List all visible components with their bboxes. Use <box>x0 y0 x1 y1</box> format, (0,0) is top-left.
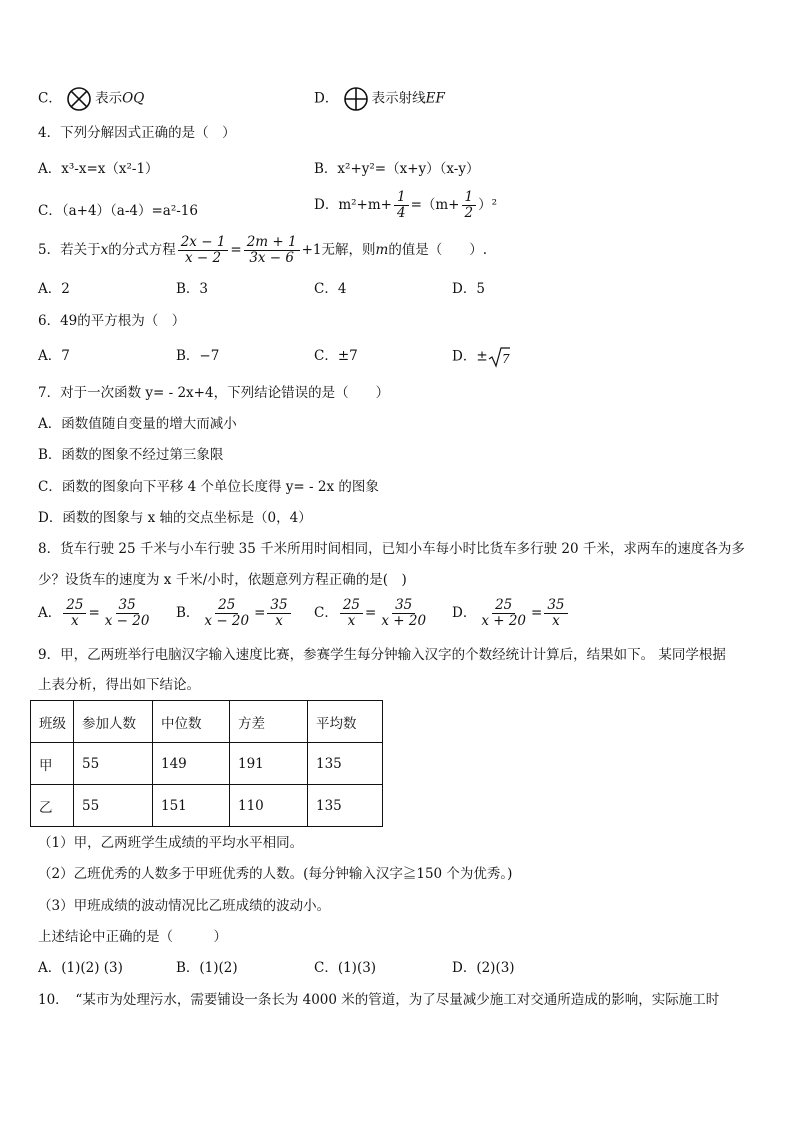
circle-x-icon <box>66 86 92 112</box>
table-row <box>31 743 383 785</box>
fraction: $\frac{35}{x + 20}$ <box>381 597 427 629</box>
q9-option-c[interactable]: C．(1)(3) <box>314 960 377 976</box>
q9-option-b[interactable]: B．(1)(2) <box>176 960 238 976</box>
table-cell: 乙 <box>31 785 74 827</box>
q9-conclusion-2: （2）乙班优秀的人数多于甲班优秀的人数。(每分钟输入汉字≧150 个为优秀。) <box>38 866 513 882</box>
q6-option-c[interactable]: C．±7 <box>314 348 358 364</box>
q9-option-d[interactable]: D．(2)(3) <box>452 960 515 976</box>
q7-stem: 7．对于一次函数 y= - 2x+4，下列结论错误的是（ ） <box>38 385 390 401</box>
fraction: $\frac{25}{x + 20}$ <box>481 597 527 629</box>
q10-stem-line1: 10． “某市为处理污水，需要铺设一条长为 4000 米的管道，为了尽量减少施工对交通所造成的影响，实际施工时 <box>38 992 720 1008</box>
table-header-cell: 班级 <box>31 701 74 743</box>
svg-text:7: 7 <box>501 352 510 366</box>
table-header-row <box>31 701 383 743</box>
fraction: $\frac{1}{2}$ <box>462 190 477 221</box>
q7-option-c[interactable]: C．函数的图象向下平移 4 个单位长度得 y= - 2x 的图象 <box>38 479 379 495</box>
table-cell: 55 <box>74 785 153 827</box>
q5-option-b[interactable]: B．3 <box>176 281 209 297</box>
q5-option-a[interactable]: A．2 <box>38 281 70 297</box>
circle-plus-icon <box>343 86 369 112</box>
q4-stem: 4．下列分解因式正确的是（ ） <box>38 125 236 141</box>
q8-option-d[interactable]: D． $\frac{25}{x + 20}$ = $\frac{35}{x}$ <box>452 598 570 629</box>
q9-stem-line1: 9．甲，乙两班举行电脑汉字输入速度比赛，参赛学生每分钟输入汉字的个数经统计计算后，结果如下。 某同学根据 <box>38 647 726 663</box>
fraction: $\frac{25}{x}$ <box>63 598 86 629</box>
table-header-cell: 中位数 <box>153 701 230 743</box>
table-header-cell: 平均数 <box>308 701 383 743</box>
q8-option-a[interactable]: A． $\frac{25}{x}$ = $\frac{35}{x - 20}$ <box>38 598 154 629</box>
q5-option-d[interactable]: D．5 <box>452 281 485 297</box>
fraction: $\frac{35}{x - 20}$ <box>104 597 150 629</box>
q4-option-b[interactable]: B．x²+y²=（x+y）（x-y） <box>314 161 480 177</box>
table-cell: 135 <box>308 785 383 827</box>
table-cell: 149 <box>153 743 230 785</box>
q7-option-a[interactable]: A．函数值随自变量的增大而减小 <box>38 416 237 432</box>
q4-option-c[interactable]: C．（a+4）（a-4）=a²-16 <box>38 203 198 219</box>
table-header-cell: 方差 <box>230 701 308 743</box>
q8-option-c[interactable]: C． $\frac{25}{x}$ = $\frac{35}{x + 20}$ <box>314 598 431 629</box>
q4-option-a[interactable]: A．x³-x=x（x²-1） <box>38 161 159 177</box>
table-cell: 151 <box>153 785 230 827</box>
q6-stem: 6．49的平方根为（ ） <box>38 313 186 329</box>
q8-stem-line1: 8．货车行驶 25 千米与小车行驶 35 千米所用时间相同，已知小车每小时比货车多行驶 20 千米，求两车的速度各为多 <box>38 541 745 557</box>
table-cell: 191 <box>230 743 308 785</box>
fraction: $\frac{2m + 1}{3x - 6}$ <box>244 235 300 266</box>
q9-conclusion-3: （3）甲班成绩的波动情况比乙班成绩的波动小。 <box>38 898 331 914</box>
q7-option-d[interactable]: D．函数的图象与 x 轴的交点坐标是（0，4） <box>38 510 312 526</box>
q8-stem-line2: 少？设货车的速度为 x 千米/小时，依题意列方程正确的是( ) <box>38 572 407 588</box>
q9-option-a[interactable]: A．(1)(2) (3) <box>38 960 123 976</box>
table-header-cell: 参加人数 <box>74 701 153 743</box>
fraction: $\frac{35}{x}$ <box>267 598 290 629</box>
score-table <box>30 700 383 827</box>
q9-question: 上述结论中正确的是（ ） <box>38 929 227 945</box>
table-cell: 110 <box>230 785 308 827</box>
table-cell: 135 <box>308 743 383 785</box>
q4-option-d[interactable]: D．m²+m+ $\frac{1}{4}$ =（m+ $\frac{1}{2}$ ）² <box>314 189 498 221</box>
table-row <box>31 785 383 827</box>
q6-option-a[interactable]: A．7 <box>38 348 70 364</box>
q6-option-b[interactable]: B．−7 <box>176 348 220 364</box>
q5-option-c[interactable]: C．4 <box>314 281 347 297</box>
q5-stem: 5．若关于x的分式方程 $\frac{2x - 1}{x - 2}$ = $\frac{2m + 1}{3x - 6}$ +1无解，则m的值是（ ）. <box>38 234 488 266</box>
fraction: $\frac{35}{x}$ <box>544 598 567 629</box>
q3-option-c[interactable]: C． 表示OQ <box>38 86 144 112</box>
fraction: $\frac{2x - 1}{x - 2}$ <box>178 235 229 266</box>
q9-conclusion-1: （1）甲，乙两班学生成绩的平均水平相同。 <box>38 835 304 851</box>
fraction: $\frac{1}{4}$ <box>394 190 409 221</box>
fraction: $\frac{25}{x - 20}$ <box>204 597 250 629</box>
fraction: $\frac{25}{x}$ <box>340 598 363 629</box>
q6-option-d[interactable]: D．± 7 <box>452 346 510 368</box>
table-cell: 55 <box>74 743 153 785</box>
sqrt-symbol <box>488 346 510 368</box>
q3-option-d[interactable]: D． 表示射线EF <box>314 86 445 112</box>
q8-option-b[interactable]: B． $\frac{25}{x - 20}$ = $\frac{35}{x}$ <box>176 598 293 629</box>
table-cell: 甲 <box>31 743 74 785</box>
q9-stem-line2: 上表分析，得出如下结论。 <box>38 677 200 693</box>
q7-option-b[interactable]: B．函数的图象不经过第三象限 <box>38 447 224 463</box>
